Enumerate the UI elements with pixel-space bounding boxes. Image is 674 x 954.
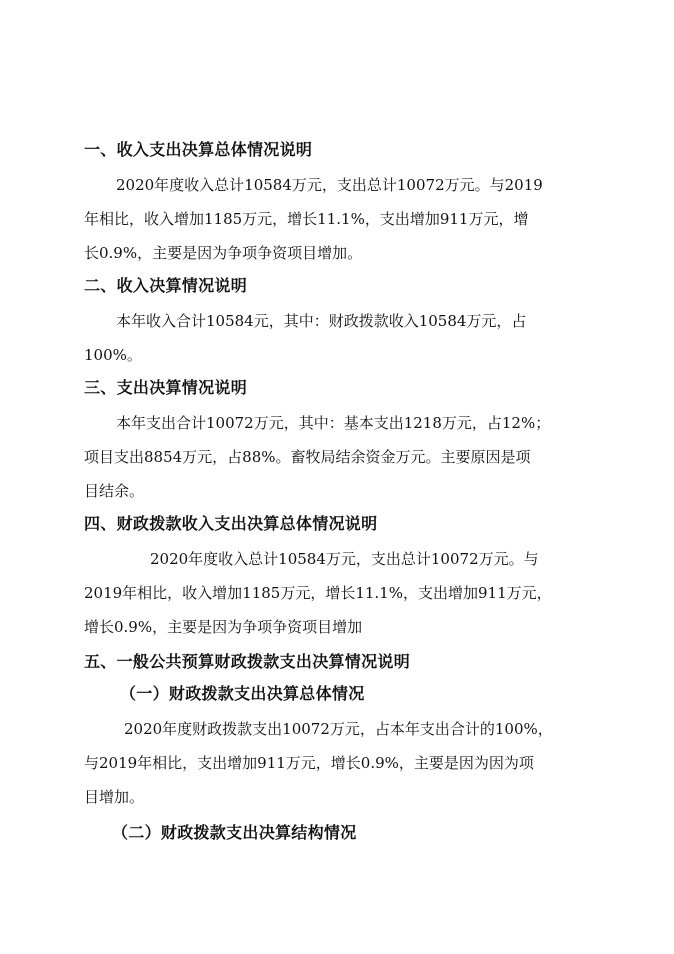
section-heading-1: 一、收入支出决算总体情况说明 [84,140,313,159]
paragraph-line: 2020年度财政拨款支出10072万元，占本年支出合计的100%， [124,720,553,738]
paragraph-line: 与2019年相比，支出增加911万元，增长0.9%，主要是因为因为项 [84,754,534,772]
paragraph-line: 本年收入合计10584元，其中：财政拨款收入10584万元，占 [116,312,527,330]
paragraph-line: 本年支出合计10072万元，其中：基本支出1218万元，占12%； [116,414,551,432]
paragraph-line: 2020年度收入总计10584万元，支出总计10072万元。与 [150,550,539,568]
paragraph-line: 增长0.9%，主要是因为争项争资项目增加 [84,618,363,636]
subsection-heading-2: （二）财政拨款支出决算结构情况 [112,823,357,842]
section-heading-3: 三、支出决算情况说明 [84,378,248,397]
section-heading-2: 二、收入决算情况说明 [84,276,248,295]
paragraph-line: 100%。 [84,346,142,364]
paragraph-line: 项目支出8854万元，占88%。畜牧局结余资金万元。主要原因是项 [84,448,531,466]
subsection-heading-1: （一）财政拨款支出决算总体情况 [120,684,365,703]
paragraph-line: 目增加。 [84,788,145,806]
paragraph-line: 长0.9%，主要是因为争项争资项目增加。 [84,244,363,262]
paragraph-line: 年相比，收入增加1185万元，增长11.1%，支出增加911万元，增 [84,210,529,228]
paragraph-line: 目结余。 [84,482,145,500]
paragraph-line: 2020年度收入总计10584万元，支出总计10072万元。与2019 [116,176,543,194]
section-heading-4: 四、财政拨款收入支出决算总体情况说明 [84,514,378,533]
paragraph-line: 2019年相比，收入增加1185万元，增长11.1%，支出增加911万元， [84,584,552,602]
section-heading-5: 五、一般公共预算财政拨款支出决算情况说明 [84,652,411,671]
